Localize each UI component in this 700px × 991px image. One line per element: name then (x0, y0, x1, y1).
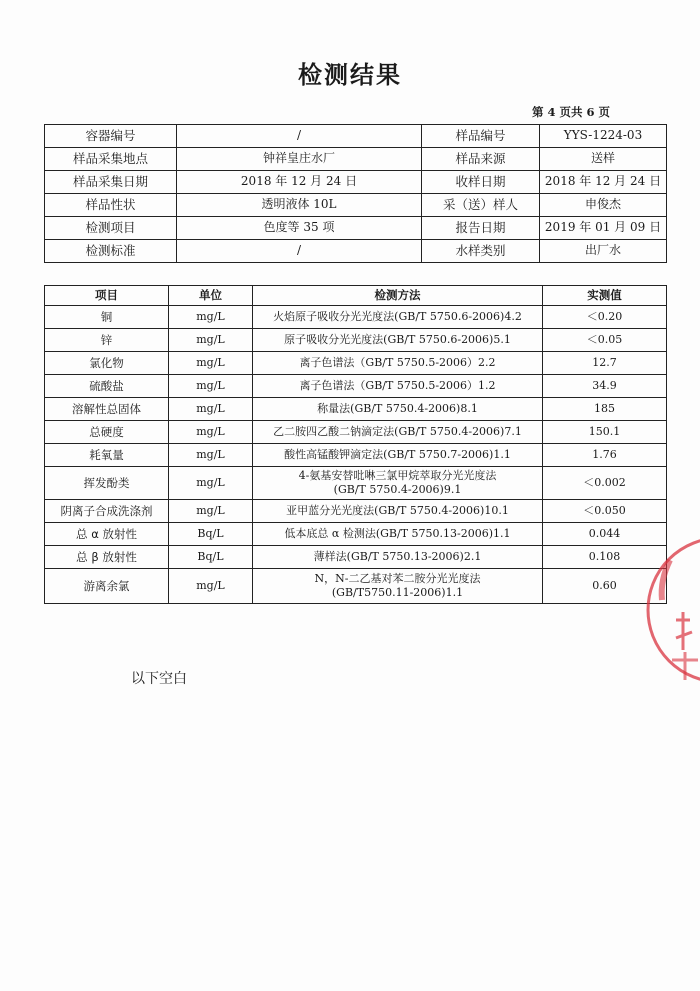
result-row (45, 500, 667, 523)
result-unit: mg/L (169, 569, 253, 604)
info-value: / (177, 125, 422, 148)
result-unit: mg/L (169, 467, 253, 500)
info-label: 检测标准 (45, 240, 177, 263)
info-value: 色度等 35 项 (177, 217, 422, 240)
method-line: N，N-二乙基对苯二胺分光光度法 (314, 571, 481, 585)
result-item: 耗氧量 (45, 444, 169, 467)
result-value: 1.76 (543, 444, 667, 467)
info-value: 申俊杰 (540, 194, 667, 217)
info-value: 2018 年 12 月 24 日 (177, 171, 422, 194)
result-item: 游离余氯 (45, 569, 169, 604)
result-value: ＜0.002 (543, 467, 667, 500)
result-value: 150.1 (543, 421, 667, 444)
result-method: 薄样法(GB/T 5750.13-2006)2.1 (253, 546, 543, 569)
result-unit: Bq/L (169, 523, 253, 546)
result-row (45, 569, 667, 604)
info-label: 样品性状 (45, 194, 177, 217)
result-row (45, 306, 667, 329)
method-line: (GB/T 5750.4-2006)9.1 (333, 483, 462, 496)
result-unit: mg/L (169, 421, 253, 444)
result-item: 总 α 放射性 (45, 523, 169, 546)
result-unit: mg/L (169, 444, 253, 467)
result-row (45, 467, 667, 500)
page-number: 第 4 页共 6 页 (532, 105, 611, 119)
result-item: 总 β 放射性 (45, 546, 169, 569)
info-value: 送样 (540, 148, 667, 171)
result-unit: mg/L (169, 329, 253, 352)
result-item: 阴离子合成洗涤剂 (45, 500, 169, 523)
info-value: 2019 年 01 月 09 日 (540, 217, 667, 240)
result-unit: mg/L (169, 398, 253, 421)
info-label: 收样日期 (422, 171, 540, 194)
result-method: 原子吸收分光光度法(GB/T 5750.6-2006)5.1 (253, 329, 543, 352)
result-row (45, 352, 667, 375)
info-label: 采（送）样人 (422, 194, 540, 217)
result-method: 低本底总 α 检测法(GB/T 5750.13-2006)1.1 (253, 523, 543, 546)
header-value: 实测值 (543, 286, 667, 306)
result-row (45, 421, 667, 444)
result-method: 酸性高锰酸钾滴定法(GB/T 5750.7-2006)1.1 (253, 444, 543, 467)
result-row (45, 546, 667, 569)
info-row (45, 125, 667, 148)
result-method: 离子色谱法（GB/T 5750.5-2006）1.2 (253, 375, 543, 398)
result-item: 锌 (45, 329, 169, 352)
result-item: 挥发酚类 (45, 467, 169, 500)
page-title: 检测结果 (298, 61, 402, 89)
header-item: 项目 (45, 286, 169, 306)
result-method: 称量法(GB/T 5750.4-2006)8.1 (253, 398, 543, 421)
result-item: 铜 (45, 306, 169, 329)
header-unit: 单位 (169, 286, 253, 306)
result-row (45, 523, 667, 546)
result-value: 12.7 (543, 352, 667, 375)
result-value: 34.9 (543, 375, 667, 398)
result-unit: mg/L (169, 500, 253, 523)
result-value: 0.108 (543, 546, 667, 569)
result-unit: mg/L (169, 352, 253, 375)
result-unit: mg/L (169, 375, 253, 398)
method-line: 4-氨基安替吡啉三氯甲烷萃取分光光度法 (298, 468, 497, 482)
info-label: 报告日期 (422, 217, 540, 240)
result-value: ＜0.05 (543, 329, 667, 352)
result-unit: Bq/L (169, 546, 253, 569)
header-method: 检测方法 (253, 286, 543, 306)
result-value: 0.60 (543, 569, 667, 604)
result-item: 总硬度 (45, 421, 169, 444)
info-row (45, 240, 667, 263)
info-row (45, 171, 667, 194)
info-label: 样品编号 (422, 125, 540, 148)
info-label: 检测项目 (45, 217, 177, 240)
result-row (45, 375, 667, 398)
info-value: 透明液体 10L (177, 194, 422, 217)
info-label: 样品采集日期 (45, 171, 177, 194)
result-unit: mg/L (169, 306, 253, 329)
result-value: ＜0.20 (543, 306, 667, 329)
result-item: 氯化物 (45, 352, 169, 375)
results-header-row (45, 286, 667, 306)
info-label: 容器编号 (45, 125, 177, 148)
sample-info-table (44, 124, 667, 263)
result-row (45, 398, 667, 421)
info-label: 样品采集地点 (45, 148, 177, 171)
result-value: 0.044 (543, 523, 667, 546)
results-table (44, 285, 667, 604)
result-method: 离子色谱法（GB/T 5750.5-2006）2.2 (253, 352, 543, 375)
result-item: 溶解性总固体 (45, 398, 169, 421)
result-method: 亚甲蓝分光光度法(GB/T 5750.4-2006)10.1 (253, 500, 543, 523)
info-value: 钟祥皇庄水厂 (177, 148, 422, 171)
result-method: 火焰原子吸收分光光度法(GB/T 5750.6-2006)4.2 (253, 306, 543, 329)
result-row (45, 444, 667, 467)
info-value: 2018 年 12 月 24 日 (540, 171, 667, 194)
result-item: 硫酸盐 (45, 375, 169, 398)
info-value: YYS-1224-03 (540, 125, 667, 148)
info-value: / (177, 240, 422, 263)
result-method: 乙二胺四乙酸二钠滴定法(GB/T 5750.4-2006)7.1 (253, 421, 543, 444)
method-line: (GB/T5750.11-2006)1.1 (331, 586, 464, 599)
info-label: 样品来源 (422, 148, 540, 171)
info-row (45, 194, 667, 217)
seal-stamp (640, 520, 700, 700)
info-label: 水样类别 (422, 240, 540, 263)
result-value: 185 (543, 398, 667, 421)
result-value: ＜0.050 (543, 500, 667, 523)
info-row (45, 148, 667, 171)
result-method (253, 569, 543, 604)
result-row (45, 329, 667, 352)
result-method (253, 467, 543, 500)
info-row (45, 217, 667, 240)
blank-below-note: 以下空白 (131, 671, 187, 687)
info-value: 出厂水 (540, 240, 667, 263)
